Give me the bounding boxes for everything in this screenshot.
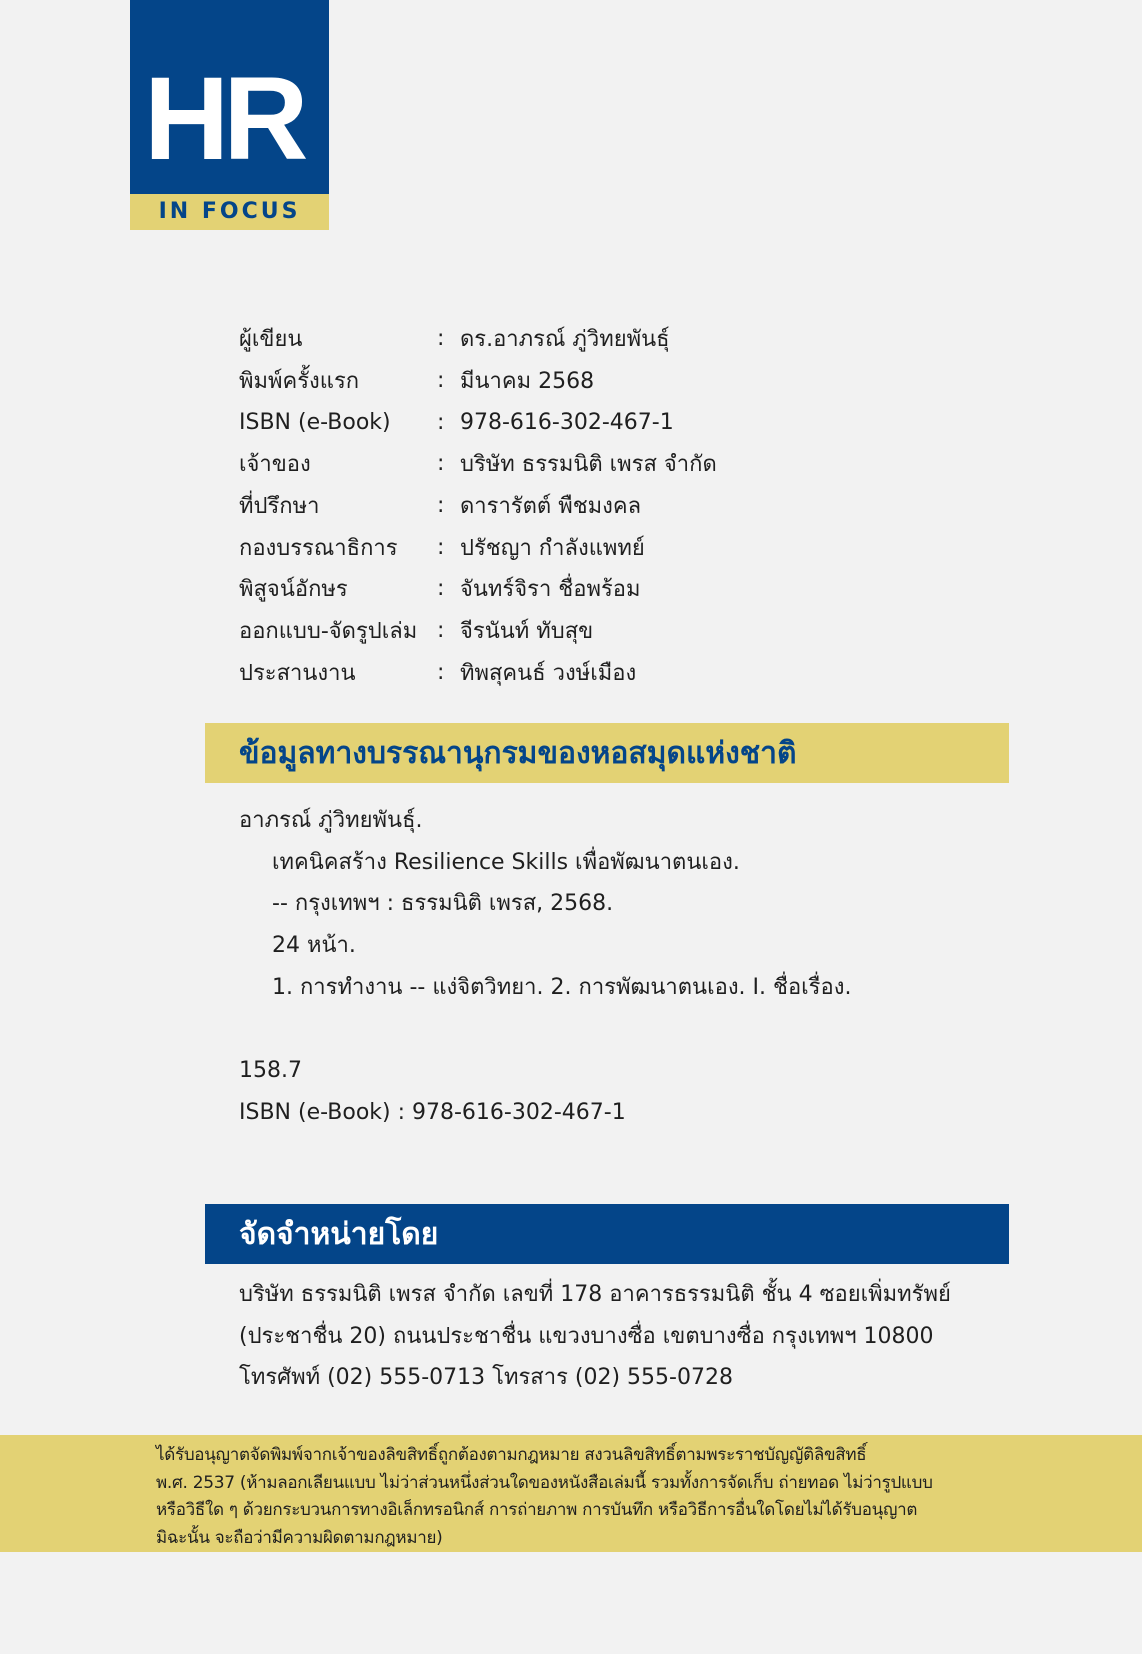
catalog-pages: 24 หน้า. (272, 933, 356, 959)
meta-row-designer (239, 610, 717, 652)
catalog-title: เทคนิคสร้าง Resilience Skills เพื่อพัฒนาตนเอง. (272, 849, 740, 875)
meta-row-editorial (239, 526, 717, 568)
meta-value: จีรนันท์ ทับสุข (460, 619, 594, 645)
catalog-author: อาภรณ์ ภู่วิทยพันธุ์. (239, 808, 423, 833)
distribution-address (239, 1274, 951, 1399)
meta-value: ทิพสุคนธ์ วงษ์เมือง (460, 660, 637, 686)
meta-value: ดารารัตต์ พืชมงคล (460, 494, 642, 520)
meta-row-isbn (239, 401, 717, 443)
meta-row-coordinator (239, 652, 717, 694)
copyright-line: พ.ศ. 2537 (ห้ามลอกเลียนแบบ ไม่ว่าส่วนหนึ่งส่วนใดของหนังสือเล่มนี้ รวมทั้งการจัดเก็บ ถ่ายทอด ไม่ว่ารูปแบบ (156, 1472, 933, 1493)
catalog-subjects: 1. การทำงาน -- แง่จิตวิทยา. 2. การพัฒนาตนเอง. I. ชื่อเรื่อง. (272, 974, 852, 1000)
distribution-phone: โทรศัพท์ (02) 555-0713 โทรสาร (02) 555-0728 (239, 1365, 733, 1391)
meta-label: ประสานงาน (239, 660, 356, 686)
copyright-line: ได้รับอนุญาตจัดพิมพ์จากเจ้าของลิขสิทธิ์ถูกต้องตามกฎหมาย สงวนลิขสิทธิ์ตามพระราชบัญญัติลิขสิทธิ์ (156, 1445, 867, 1465)
meta-label: ผู้เขียน (239, 327, 303, 353)
meta-value: จันทร์จิรา ชื่อพร้อม (460, 577, 641, 603)
catalog-record (239, 800, 851, 1134)
meta-value: ดร.อาภรณ์ ภู่วิทยพันธุ์ (460, 327, 670, 353)
distribution-heading: จัดจำหน่ายโดย (205, 1204, 1009, 1264)
meta-value: ปรัชญา กำลังแพทย์ (460, 535, 645, 561)
copyright-notice (0, 1435, 1142, 1552)
hr-in-focus-logo (130, 0, 329, 230)
meta-colon: : (437, 493, 445, 519)
catalog-spacer (239, 1008, 851, 1050)
meta-colon: : (437, 618, 445, 644)
meta-label: พิมพ์ครั้งแรก (239, 369, 360, 395)
meta-colon: : (437, 534, 445, 560)
catalog-heading: ข้อมูลทางบรรณานุกรมของหอสมุดแห่งชาติ (205, 723, 1009, 783)
logo-subtitle: IN FOCUS (158, 199, 301, 224)
distribution-line: บริษัท ธรรมนิติ เพรส จำกัด เลขที่ 178 อาคารธรรมนิติ ชั้น 4 ซอยเพิ่มทรัพย์ (239, 1282, 951, 1307)
meta-colon: : (437, 326, 445, 352)
meta-value: บริษัท ธรรมนิติ เพรส จำกัด (460, 452, 717, 478)
meta-colon: : (437, 451, 445, 477)
meta-row-first-print (239, 360, 717, 402)
logo-yellow-strip (130, 194, 329, 230)
meta-row-proofreader (239, 568, 717, 610)
meta-value: 978-616-302-467-1 (460, 409, 674, 435)
copyright-line: หรือวิธีใด ๆ ด้วยกระบวนการทางอิเล็กทรอนิกส์ การถ่ายภาพ การบันทึก หรือวิธีการอื่นใดโดยไม่ได้รับอนุญาต (156, 1500, 918, 1520)
meta-row-owner (239, 443, 717, 485)
catalog-classification: 158.7 (239, 1058, 302, 1084)
meta-row-advisor (239, 485, 717, 527)
meta-colon: : (437, 409, 445, 435)
copyright-line: มิฉะนั้น จะถือว่ามีความผิดตามกฎหมาย) (156, 1527, 443, 1548)
catalog-publisher: -- กรุงเทพฯ : ธรรมนิติ เพรส, 2568. (272, 891, 614, 917)
publication-details (239, 318, 717, 693)
meta-label: ออกแบบ-จัดรูปเล่ม (239, 619, 418, 645)
meta-label: พิสูจน์อักษร (239, 577, 348, 603)
meta-colon: : (437, 659, 445, 685)
meta-label: เจ้าของ (239, 452, 311, 478)
meta-colon: : (437, 368, 445, 394)
distribution-line: (ประชาชื่น 20) ถนนประชาชื่น แขวงบางซื่อ เขตบางซื่อ กรุงเทพฯ 10800 (239, 1323, 934, 1349)
logo-letters: HR (144, 53, 303, 185)
meta-label: ที่ปรึกษา (239, 494, 320, 520)
copyright-text (156, 1442, 996, 1552)
meta-row-author (239, 318, 717, 360)
meta-value: มีนาคม 2568 (460, 369, 595, 395)
meta-colon: : (437, 576, 445, 602)
meta-label: ISBN (e-Book) (239, 409, 391, 435)
meta-label: กองบรรณาธิการ (239, 535, 398, 561)
logo-blue-block (130, 0, 329, 194)
catalog-isbn: ISBN (e-Book) : 978-616-302-467-1 (239, 1099, 626, 1125)
